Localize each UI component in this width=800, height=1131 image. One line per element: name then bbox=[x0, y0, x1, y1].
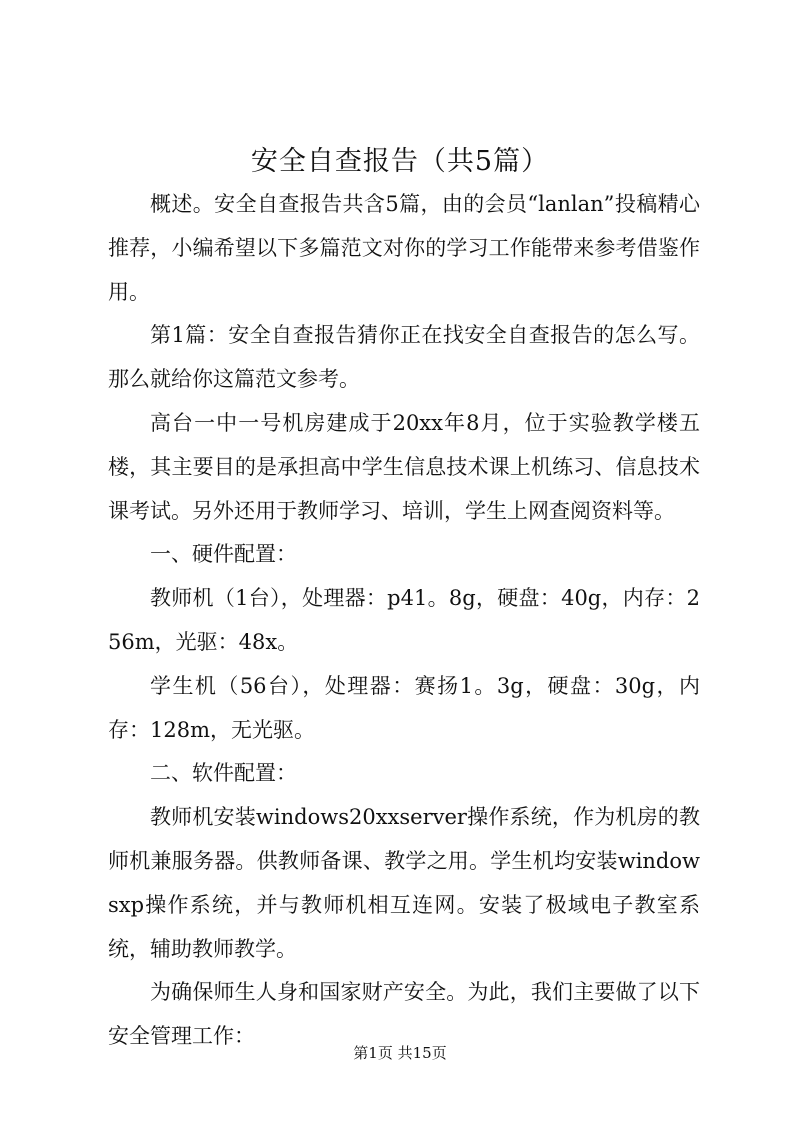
heading-software-config: 二、软件配置： bbox=[150, 761, 297, 786]
paragraph-software-details: 教师机安装windows20xxserver操作系统，作为机房的教师机兼服务器。供教师备课、教学之用。学生机均安装windowsxp操作系统，并与教师机相互连网。安装了极域电子教室系统，辅助教师教学。 bbox=[108, 805, 700, 961]
paragraph-article-intro: 第1篇：安全自查报告猜你正在找安全自查报告的怎么写。那么就给你这篇范文参考。 bbox=[108, 323, 700, 392]
paragraph-safety-management: 为确保师生人身和国家财产安全。为此，我们主要做了以下安全管理工作： bbox=[108, 980, 700, 1049]
document-body bbox=[108, 183, 700, 1059]
page-number-footer: 第1页 共15页 bbox=[353, 1044, 447, 1062]
heading-hardware-config: 一、硬件配置： bbox=[150, 542, 297, 567]
paragraph-computer-room: 高台一中一号机房建成于20xx年8月，位于实验教学楼五楼，其主要目的是承担高中学生信息技术课上机练习、信息技术课考试。另外还用于教师学习、培训，学生上网查阅资料等。 bbox=[108, 410, 700, 523]
document-title: 安全自查报告（共5篇） bbox=[250, 146, 550, 177]
paragraph-overview: 概述。安全自查报告共含5篇，由的会员“lanlan”投稿精心推荐，小编希望以下多篇范文对你的学习工作能带来参考借鉴作用。 bbox=[108, 192, 700, 304]
paragraph-teacher-machine: 教师机（1台），处理器：p41。8g，硬盘：40g，内存：256m，光驱：48x。 bbox=[108, 586, 700, 654]
paragraph-student-machine: 学生机（56台），处理器：赛扬1。3g，硬盘：30g，内存：128m，无光驱。 bbox=[108, 673, 700, 742]
